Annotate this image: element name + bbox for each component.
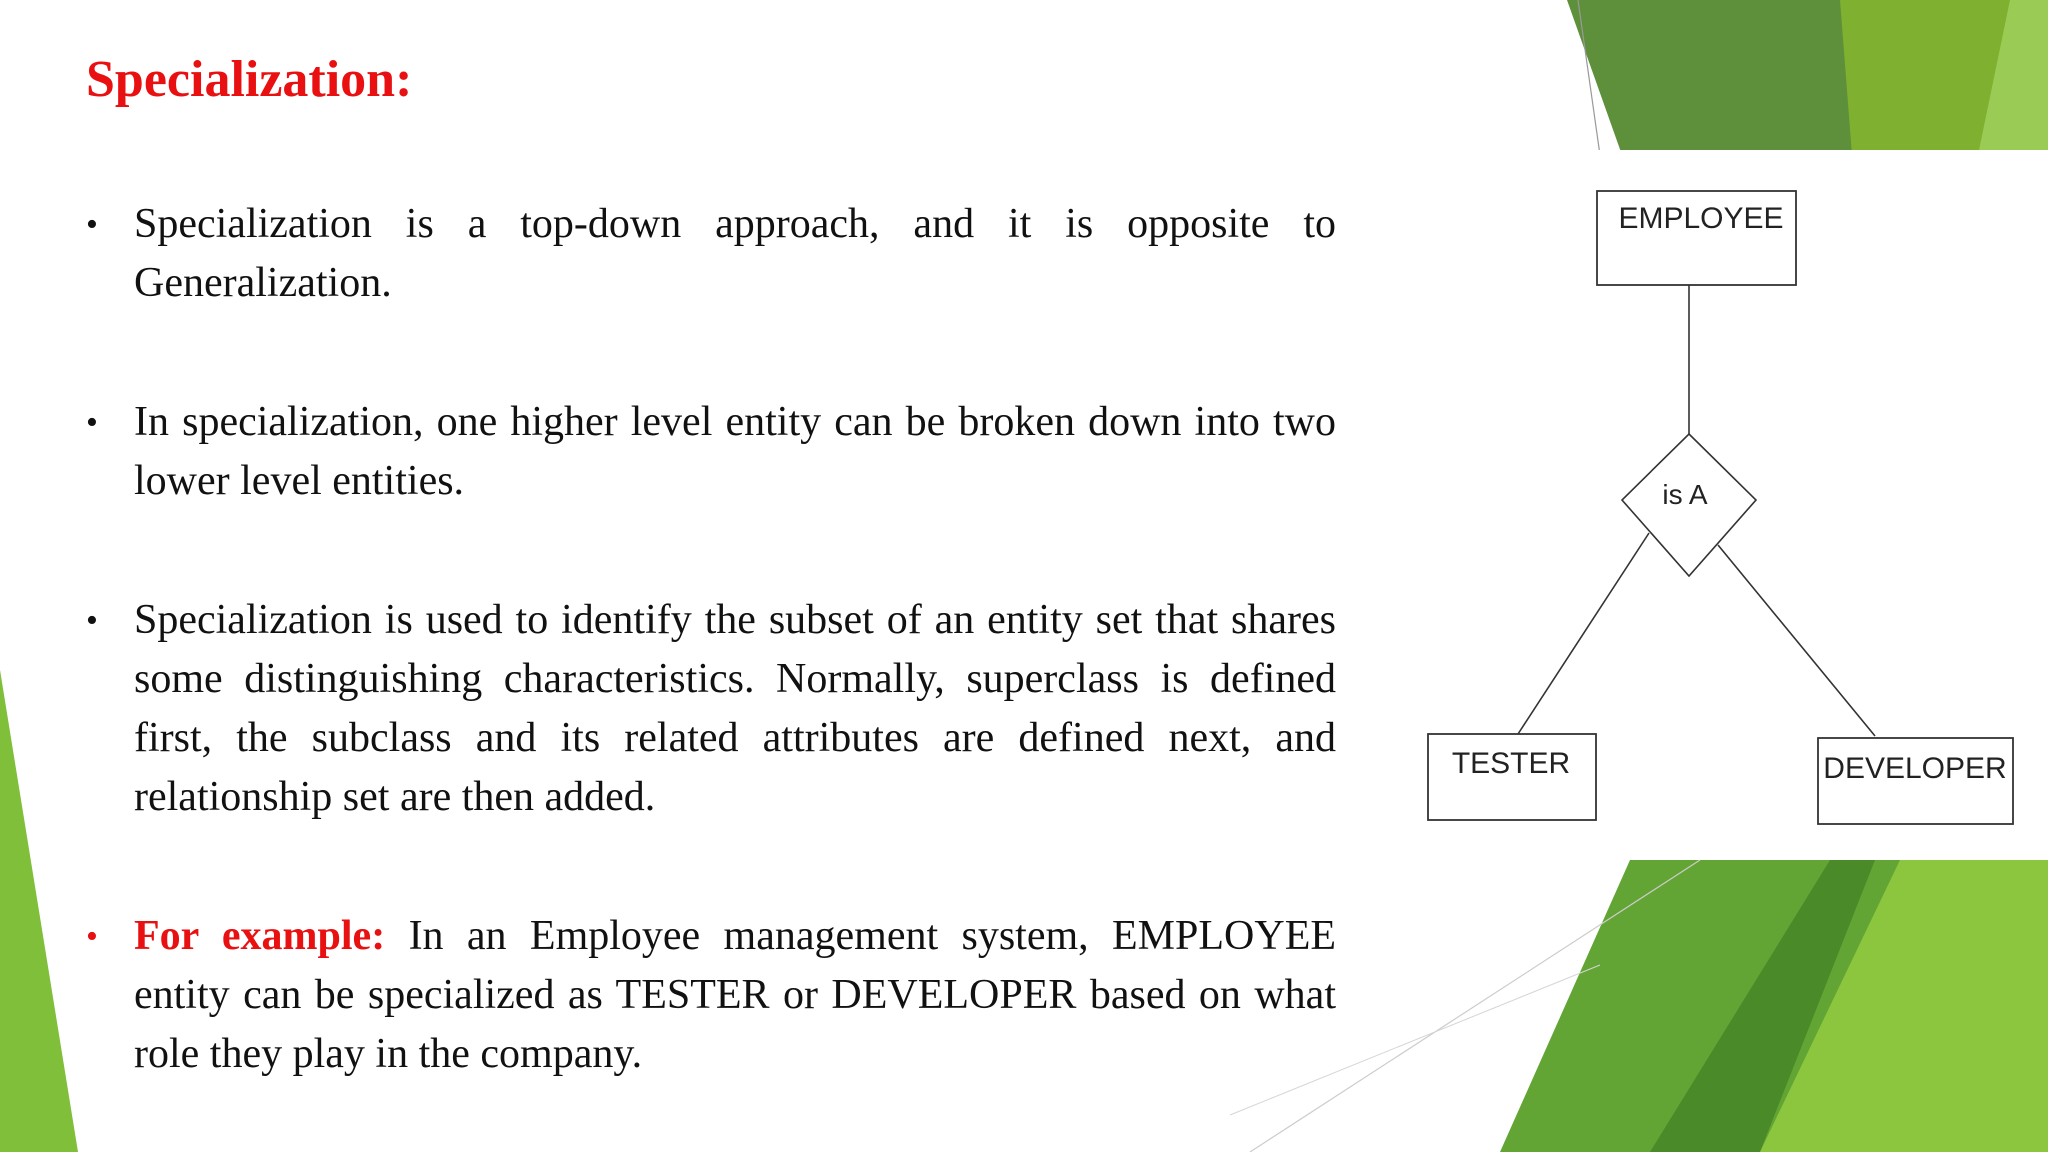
slide-title: Specialization: [86,51,413,108]
example-label: For example: [134,913,386,959]
example-bullet [86,907,1336,1084]
bullet-dot-icon: • [86,918,98,955]
bullet-text: In specialization, one higher level entity can be broken down into two lower level entities. [134,399,1336,504]
isa-relationship-label: is A [1662,479,1708,510]
bullet-text: Specialization is a top-down approach, and it is opposite to Generalization. [134,201,1336,306]
bullet-item [86,195,1336,313]
bullet-text: Specialization is used to identify the subset of an entity set that shares some distinguishing characteristics. Normally, superclass is defined first, the subclass and its related attributes are defined next, and relationship set are then added. [134,597,1336,820]
bullet-item [86,591,1336,827]
bullet-dot-icon: • [86,602,98,639]
left-green-shape [0,670,78,1152]
developer-entity-label: DEVELOPER [1823,752,2007,785]
bullet-item [86,393,1336,511]
bullet-dot-icon: • [86,206,98,243]
employee-entity-label: EMPLOYEE [1618,202,1784,235]
bullet-list [86,195,1336,1084]
er-specialization-diagram [1400,150,2048,860]
tester-entity-label: TESTER [1451,747,1571,780]
bullet-dot-icon: • [86,404,98,441]
example-text: In an Employee management system, EMPLOYEE entity can be specialized as TESTER or DEVELOPER based on what role they play in the company. [134,913,1337,1077]
